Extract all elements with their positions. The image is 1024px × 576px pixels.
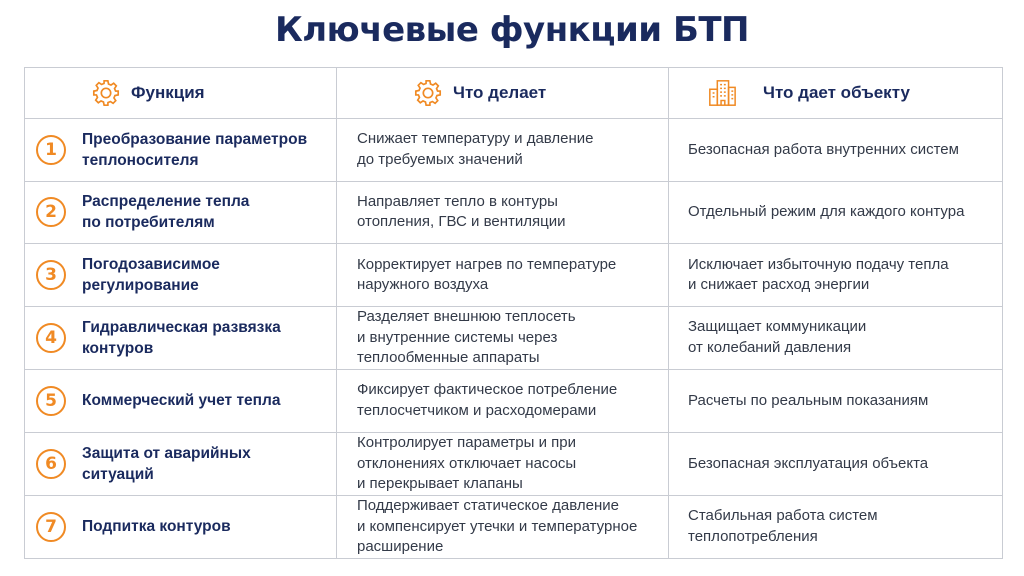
step-number-badge: 2: [36, 197, 66, 227]
step-number-badge: 7: [36, 512, 66, 542]
table-row: [25, 495, 1003, 558]
function-benefit: Исключает избыточную подачу тепла и снижает расход энергии: [688, 255, 949, 294]
gear-icon: [413, 78, 443, 108]
function-name: Защита от аварийных ситуаций: [82, 444, 251, 483]
function-description: Контролирует параметры и при отклонениях отключает насосы и перекрывает клапаны: [357, 434, 577, 493]
building-icon: [707, 78, 737, 108]
function-name: Преобразование параметров теплоносителя: [82, 130, 308, 169]
step-number-badge: 4: [36, 323, 66, 353]
step-number-badge: 3: [36, 260, 66, 290]
header-does: [337, 68, 669, 119]
function-description: Поддерживает статическое давление и компенсирует утечки и температурное расширение: [357, 497, 638, 556]
table-header-row: [25, 68, 1003, 119]
table-row: [25, 181, 1003, 244]
table-row: [25, 119, 1003, 182]
function-description: Снижает температуру и давление до требуемых значений: [357, 130, 594, 168]
function-name: Коммерческий учет тепла: [82, 392, 281, 410]
gear-icon: [91, 78, 121, 108]
header-function: [25, 68, 337, 119]
header-gives: [669, 68, 1003, 119]
step-number-badge: 6: [36, 449, 66, 479]
step-number-badge: 5: [36, 386, 66, 416]
function-benefit: Безопасная работа внутренних систем: [688, 140, 959, 158]
table-row: [25, 432, 1003, 495]
function-benefit: Стабильная работа систем теплопотребления: [688, 507, 878, 545]
table-row: [25, 244, 1003, 307]
page-title: Ключевые функции БТП: [274, 10, 750, 50]
function-name: Погодозависимое регулирование: [82, 256, 220, 295]
function-description: Направляет тепло в контуры отопления, ГВС и вентиляции: [357, 192, 566, 231]
function-name: Распределение тепла по потребителям: [82, 193, 250, 232]
function-description: Разделяет внешнюю теплосеть и внутренние системы через теплообменные аппараты: [357, 308, 576, 367]
function-description: Фиксирует фактическое потребление теплосчетчиком и расходомерами: [357, 381, 618, 419]
function-description: Корректирует нагрев по температуре наружного воздуха: [357, 255, 617, 294]
table-row: [25, 306, 1003, 369]
function-name: Гидравлическая развязка контуров: [82, 318, 281, 357]
header-function-label: Функция: [131, 83, 205, 102]
step-number-badge: 1: [36, 135, 66, 165]
header-does-label: Что делает: [453, 83, 547, 102]
table-row: [25, 370, 1003, 433]
functions-table: [24, 67, 1003, 559]
function-name: Подпитка контуров: [82, 518, 231, 536]
function-benefit: Расчеты по реальным показаниям: [688, 391, 929, 409]
header-gives-label: Что дает объекту: [763, 83, 910, 102]
function-benefit: Защищает коммуникации от колебаний давления: [688, 318, 867, 356]
function-benefit: Отдельный режим для каждого контура: [688, 203, 965, 221]
function-benefit: Безопасная эксплуатация объекта: [688, 454, 929, 472]
